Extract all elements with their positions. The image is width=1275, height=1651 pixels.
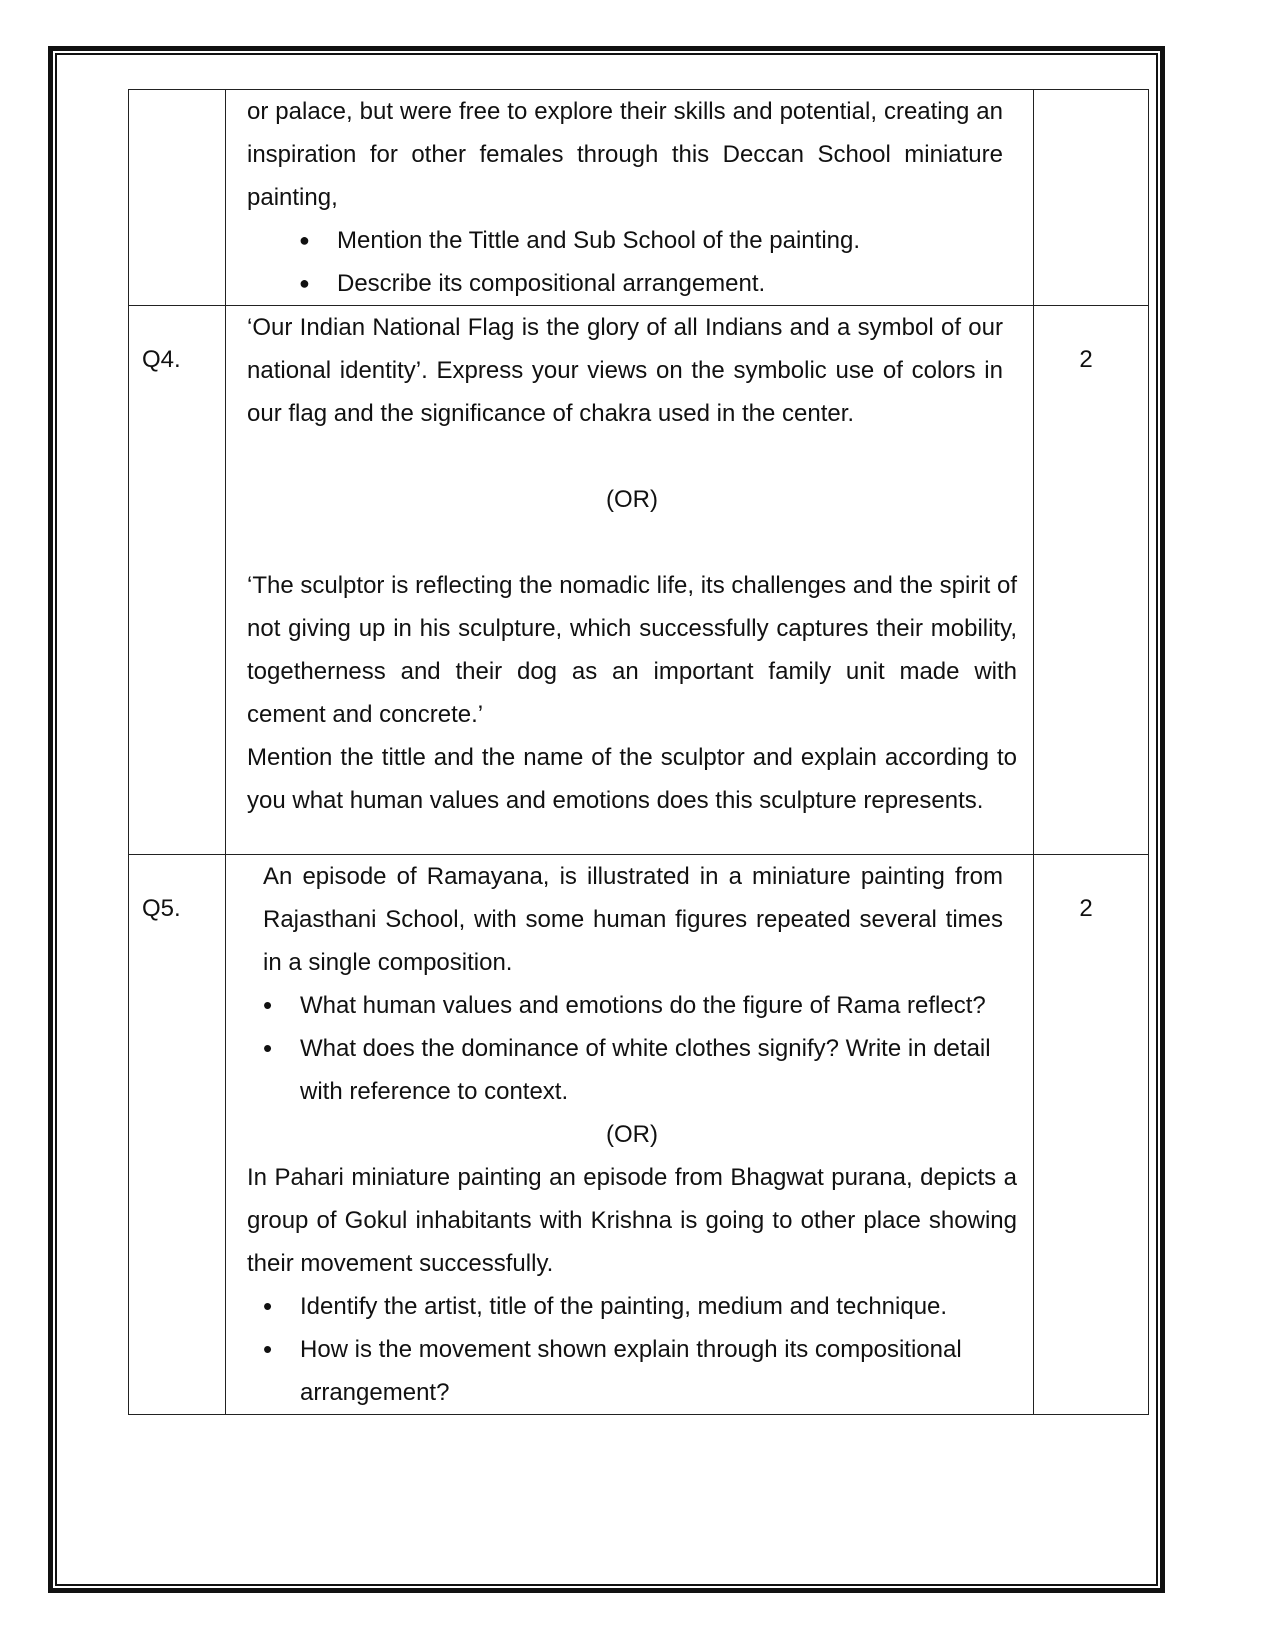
- list-item: ● Describe its compositional arrangement.: [299, 262, 1017, 305]
- table-row: [129, 855, 1149, 1415]
- question-text: Mention the tittle and the name of the sculptor and explain according to you what human values and emotions does this sculpture represents.: [247, 744, 1017, 814]
- question-number: Q4.: [129, 306, 226, 855]
- question-text: In Pahari miniature painting an episode from Bhagwat purana, depicts a group of Gokul inhabitants with Krishna is going to other place showing their movement successfully.: [247, 1164, 1017, 1277]
- question-body: [226, 306, 1034, 855]
- marks: [1034, 90, 1149, 306]
- list-item: ● Mention the Tittle and Sub School of the painting.: [299, 219, 1017, 262]
- or-separator: (OR): [606, 486, 658, 513]
- bullet-list: [247, 1285, 1017, 1414]
- question-table: [128, 89, 1149, 1415]
- question-number: Q5.: [129, 855, 226, 1415]
- question-text: An episode of Ramayana, is illustrated in a miniature painting from Rajasthani School, with some human figures repeated several times in a single composition.: [263, 863, 1003, 976]
- marks: 2: [1034, 855, 1149, 1415]
- marks: 2: [1034, 306, 1149, 855]
- list-item: • Identify the artist, title of the painting, medium and technique.: [263, 1285, 997, 1328]
- bullet-list: [247, 984, 1017, 1113]
- question-body: [226, 90, 1034, 306]
- list-item: • What does the dominance of white clothes signify? Write in detail with reference to context.: [263, 1027, 1017, 1113]
- table-row: [129, 90, 1149, 306]
- question-text: ‘Our Indian National Flag is the glory of all Indians and a symbol of our national identity’. Express your views on the symbolic use of colors in our flag and the significance of chakra used in the center.: [247, 314, 1003, 427]
- table-row: [129, 306, 1149, 855]
- list-item: • How is the movement shown explain through its compositional arrangement?: [263, 1328, 997, 1414]
- question-number: [129, 90, 226, 306]
- list-item: • What human values and emotions do the figure of Rama reflect?: [263, 984, 1017, 1027]
- question-text: ‘The sculptor is reflecting the nomadic life, its challenges and the spirit of not giving up in his sculpture, which successfully captures their mobility, togetherness and their dog as an important family unit made with cement and concrete.’: [247, 572, 1017, 728]
- or-separator: (OR): [606, 1121, 658, 1148]
- bullet-list: [247, 219, 1017, 305]
- question-text: or palace, but were free to explore their skills and potential, creating an inspiration for other females through this Deccan School miniature painting,: [247, 98, 1003, 211]
- question-body: [226, 855, 1034, 1415]
